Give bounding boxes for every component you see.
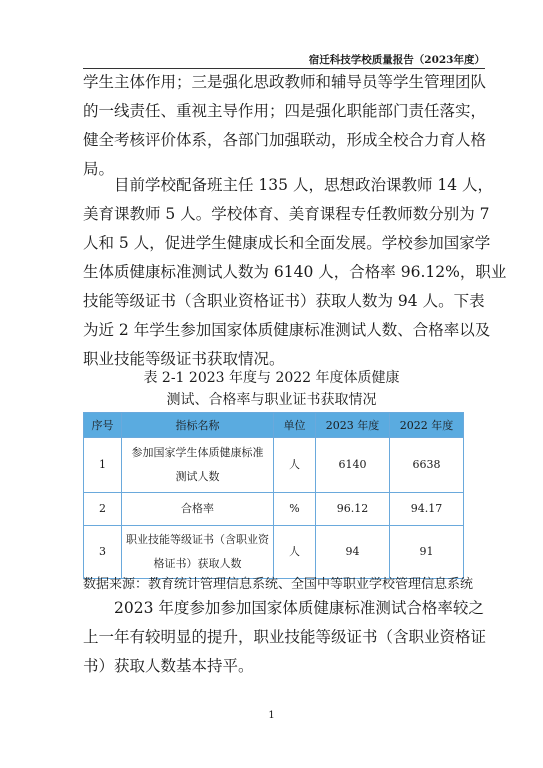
report-header-title: 宿迁科技学校质量报告（2023年度） — [308, 54, 485, 66]
cell-indicator — [122, 438, 274, 493]
text-line: 学生主体作用；三是强化思政教师和辅导员等学生管理团队 — [83, 73, 487, 91]
cell-indicator: 合格率 — [122, 493, 274, 526]
cell-unit: % — [274, 493, 316, 526]
text-line: 的一线责任、重视主导作用；四是强化职能部门责任落实， — [83, 102, 487, 120]
text-line: 为近 2 年学生参加国家体质健康标准测试人数、合格率以及 — [83, 321, 491, 339]
cell-2022: 91 — [390, 526, 464, 579]
page-number: 1 — [268, 710, 275, 721]
cell-index: 2 — [84, 493, 122, 526]
text-line: 书）获取人数基本持平。 — [83, 657, 254, 675]
text-line: 技能等级证书（含职业资格证书）获取人数为 94 人。下表 — [83, 292, 485, 310]
cell-indicator-line: 参加国家学生体质健康标准 — [131, 446, 264, 459]
text-line: 局。 — [83, 160, 115, 178]
health-test-table — [83, 412, 464, 579]
text-line: 人和 5 人，促进学生健康成长和全面发展。学校参加国家学 — [83, 234, 491, 252]
cell-unit: 人 — [274, 438, 316, 493]
cell-2023: 94 — [316, 526, 390, 579]
text-line: 职业技能等级证书获取情况。 — [83, 350, 285, 368]
paragraph-conclusion — [83, 594, 487, 681]
paragraph-management-duties — [83, 68, 487, 184]
table-row — [84, 438, 464, 493]
cell-2023: 6140 — [316, 438, 390, 493]
text-line: 生体质健康标准测试人数为 6140 人，合格率 96.12%，职业 — [83, 263, 507, 281]
cell-2022: 94.17 — [390, 493, 464, 526]
table-header-row — [84, 413, 464, 438]
cell-index: 3 — [84, 526, 122, 579]
text-line: 2023 年度参加参加国家体质健康标准测试合格率较之 — [114, 599, 484, 617]
table-caption-line2: 测试、合格率与职业证书获取情况 — [166, 392, 377, 408]
table-row — [84, 526, 464, 579]
data-source-note: 数据来源：教育统计管理信息系统、全国中等职业学校管理信息系统 — [83, 577, 474, 592]
cell-2023: 96.12 — [316, 493, 390, 526]
table-row — [84, 493, 464, 526]
col-header-indicator: 指标名称 — [122, 413, 274, 438]
text-line: 目前学校配备班主任 135 人，思想政治课教师 14 人， — [114, 176, 494, 194]
paragraph-staffing-and-health — [83, 171, 507, 374]
text-line: 上一年有较明显的提升，职业技能等级证书（含职业资格证 — [83, 628, 487, 646]
cell-unit: 人 — [274, 526, 316, 579]
col-header-2022: 2022 年度 — [390, 413, 464, 438]
col-header-unit: 单位 — [274, 413, 316, 438]
col-header-index: 序号 — [84, 413, 122, 438]
table-caption-line1: 表 2-1 2023 年度与 2022 年度体质健康 — [143, 370, 400, 386]
cell-2022: 6638 — [390, 438, 464, 493]
cell-indicator-line: 格证书）获取人数 — [153, 557, 242, 570]
text-line: 美育课教师 5 人。学校体育、美育课程专任教师数分别为 7 — [83, 205, 490, 223]
cell-indicator-line: 职业技能等级证书（含职业资 — [126, 533, 269, 546]
cell-indicator — [122, 526, 274, 579]
col-header-2023: 2023 年度 — [316, 413, 390, 438]
cell-indicator-line: 测试人数 — [175, 470, 220, 483]
cell-index: 1 — [84, 438, 122, 493]
text-line: 健全考核评价体系，各部门加强联动，形成全校合力育人格 — [83, 131, 487, 149]
